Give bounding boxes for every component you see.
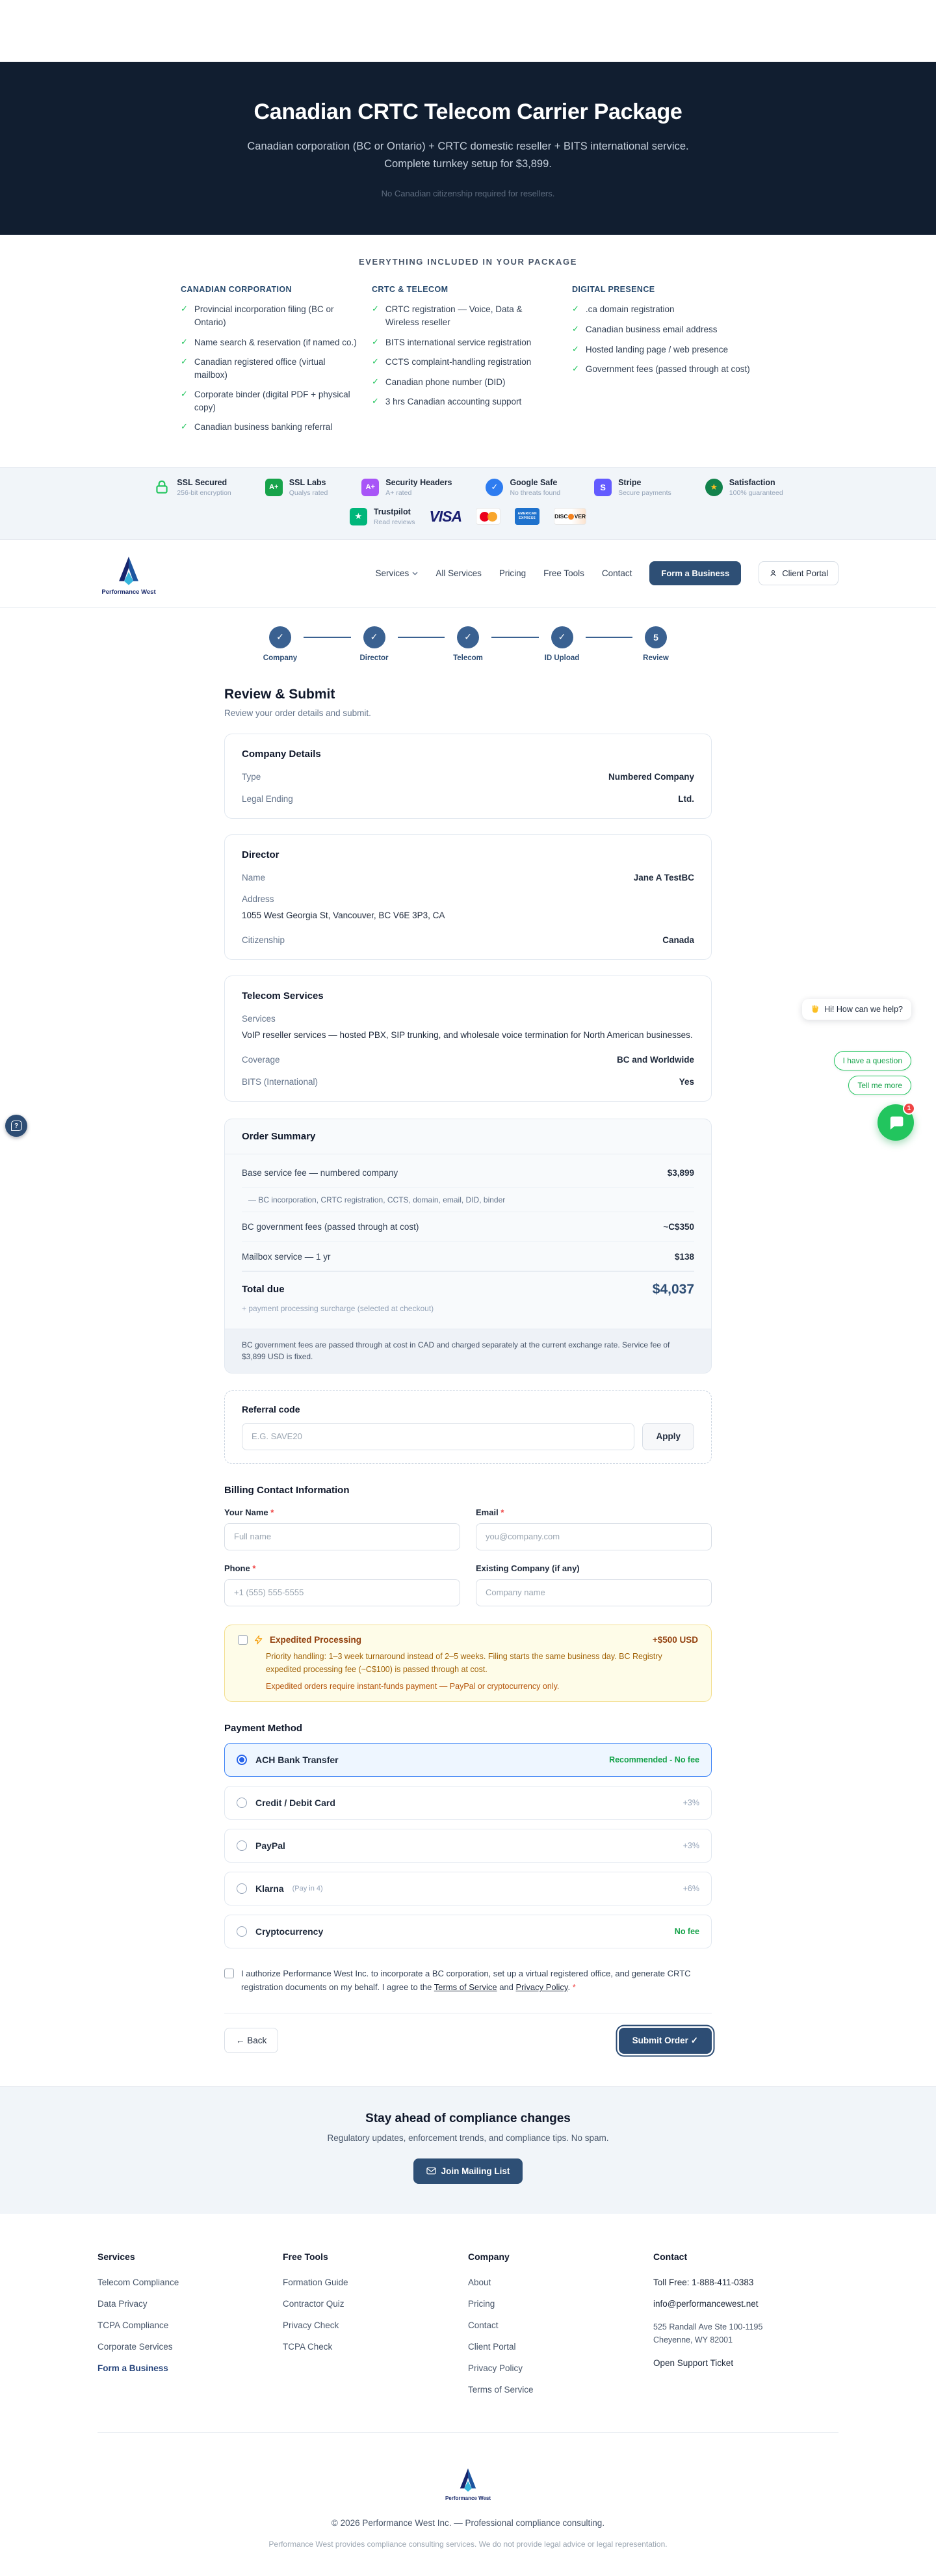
check-icon: ✓ xyxy=(572,343,579,354)
authorization-row xyxy=(224,1967,712,1995)
badge-title: Trustpilot xyxy=(373,507,411,516)
step-label: Company xyxy=(263,654,298,662)
badge-title: Stripe xyxy=(618,477,642,487)
telecom-services-card xyxy=(224,976,712,1102)
list-item-text: .ca domain registration xyxy=(585,304,675,315)
check-icon: ✓ xyxy=(372,396,379,406)
page-subtitle: Review your order details and submit. xyxy=(224,708,371,718)
expedited-processing-box xyxy=(224,1625,712,1702)
payment-label: PayPal xyxy=(255,1840,285,1851)
nav-item-free-tools[interactable] xyxy=(543,568,584,578)
lock-icon xyxy=(153,479,170,496)
mailing-subtitle: Regulatory updates, enforcement trends, and compliance tips. No spam. xyxy=(327,2132,609,2143)
column-title: CANADIAN CORPORATION xyxy=(181,285,292,295)
field-phone xyxy=(224,1563,460,1606)
payment-label: Klarna xyxy=(255,1883,284,1894)
mailing-list-section xyxy=(0,2086,936,2214)
security-headers-icon: A+ xyxy=(361,479,379,496)
step-company[interactable] xyxy=(257,626,304,662)
check-icon: ✓ xyxy=(690,2035,698,2045)
detail-row xyxy=(242,935,694,945)
waving-hand-icon xyxy=(811,1005,820,1014)
nav-item-label: Services xyxy=(375,568,410,579)
nav-item-contact[interactable] xyxy=(602,568,632,578)
row-label: Legal Ending xyxy=(242,793,293,804)
payment-option-ach[interactable] xyxy=(224,1743,712,1777)
total-label: Total due xyxy=(242,1284,285,1295)
order-summary-card xyxy=(224,1119,712,1374)
payment-fee: +3% xyxy=(682,1798,699,1807)
badge-title: SSL Secured xyxy=(177,477,228,487)
badge-title: Security Headers xyxy=(385,477,452,487)
step-director[interactable] xyxy=(351,626,398,662)
badge-security-headers xyxy=(361,478,452,497)
mountain-logo-icon xyxy=(453,2464,483,2494)
referral-code-input[interactable] xyxy=(242,1423,634,1450)
client-portal-label: Client Portal xyxy=(782,568,828,579)
referral-card xyxy=(224,1390,712,1464)
footer-link-data-privacy[interactable]: Data Privacy xyxy=(98,2298,148,2309)
list-item-text: Name search & reservation (if named co.) xyxy=(194,337,357,347)
expedited-title: Expedited Processing xyxy=(270,1634,362,1645)
company-details-card xyxy=(224,734,712,819)
footer-link-corporate-services[interactable]: Corporate Services xyxy=(98,2341,173,2352)
radio-icon[interactable] xyxy=(237,1926,247,1937)
mastercard-logo xyxy=(476,508,500,525)
check-icon: ✓ xyxy=(372,336,379,347)
back-button[interactable]: ← Back xyxy=(224,2028,278,2053)
row-value: Ltd. xyxy=(678,793,694,804)
expedited-description: Priority handling: 1–3 week turnaround instead of 2–5 weeks. Filing starts the same business day. BC Registry expedited processing fee (~C$100) is passed through at cost. xyxy=(266,1651,662,1674)
check-icon: ✓ xyxy=(181,356,188,367)
question-bubble-icon: ? xyxy=(11,1121,22,1131)
trust-badges-row xyxy=(0,478,936,497)
radio-selected-icon[interactable] xyxy=(237,1755,247,1765)
field-existing-company xyxy=(476,1563,712,1606)
discover-o-icon xyxy=(568,514,573,520)
list-item-text: Corporate binder (digital PDF + physical copy) xyxy=(194,390,350,412)
badge-sub: A+ rated xyxy=(385,488,412,497)
top-spacer xyxy=(0,0,936,62)
brand-name: Performance West xyxy=(101,588,156,596)
nav-item-label: Free Tools xyxy=(543,568,584,579)
footer-disclaimer: Performance West provides compliance consulting services. We do not provide legal advice or legal representation. xyxy=(268,2539,668,2549)
name-input[interactable] xyxy=(224,1523,460,1550)
step-label: Review xyxy=(643,654,669,662)
chat-fab-button[interactable] xyxy=(878,1104,914,1141)
list-item-text: Canadian phone number (DID) xyxy=(385,377,506,387)
row-label: BITS (International) xyxy=(242,1076,318,1087)
footer-link-form-a-business[interactable]: Form a Business xyxy=(98,2363,168,2373)
payment-note: (Pay in 4) xyxy=(292,1884,323,1892)
nav-item-label: All Services xyxy=(436,568,482,579)
badge-ssl-labs xyxy=(265,478,328,497)
required-asterisk: * xyxy=(500,1507,504,1517)
list-item-text: Canadian business email address xyxy=(585,325,718,334)
order-row-note: — BC incorporation, CRTC registration, CCTS, domain, email, DID, binder xyxy=(242,1188,694,1212)
check-icon: ✓ xyxy=(572,324,579,334)
payment-fee: +3% xyxy=(682,1840,699,1850)
check-icon: ✓ xyxy=(372,304,379,314)
help-fab-button[interactable] xyxy=(5,1115,27,1137)
footer-divider xyxy=(98,2432,838,2433)
arrow-left-icon: ← xyxy=(236,2036,245,2046)
badge-sub: 256-bit encryption xyxy=(177,488,231,497)
row-value: Numbered Company xyxy=(608,771,694,782)
included-column-telecom xyxy=(372,285,558,441)
row-label: Type xyxy=(242,771,261,782)
authorization-text: I authorize Performance West Inc. to incorporate a BC corporation, set up a virtual registered office, and generate CRTC registration documents on my behalf. I agree to the Terms of Service and Privacy Policy. * xyxy=(241,1968,691,1993)
row-label: Citizenship xyxy=(242,935,285,945)
check-icon: ✓ xyxy=(181,336,188,347)
list-item-text: BITS international service registration xyxy=(385,337,532,347)
order-row xyxy=(242,1212,694,1242)
row-value: BC and Worldwide xyxy=(616,1054,694,1065)
address-value: 1055 West Georgia St, Vancouver, BC V6E 3P3, CA xyxy=(242,910,445,920)
list-item-text: Provincial incorporation filing (BC or Ontario) xyxy=(194,304,334,327)
column-title: DIGITAL PRESENCE xyxy=(572,285,655,295)
step-check-icon[interactable]: ✓ xyxy=(457,626,479,648)
director-card xyxy=(224,834,712,960)
brand-name: Performance West xyxy=(445,2495,491,2501)
footer-column-contact xyxy=(653,2251,838,2406)
footer-link-tcpa-compliance[interactable]: TCPA Compliance xyxy=(98,2320,169,2330)
list-item xyxy=(572,323,760,336)
nav-item-label: Pricing xyxy=(499,568,526,579)
payment-option-card[interactable] xyxy=(224,1786,712,1820)
row-label: Services xyxy=(242,1013,276,1024)
order-footnote: BC government fees are passed through at cost in CAD and charged separately at the current exchange rate. Service fee of $3,899 USD is fixed. xyxy=(225,1329,711,1373)
mailing-title: Stay ahead of compliance changes xyxy=(365,2111,571,2125)
list-item xyxy=(572,343,760,356)
check-icon: ✓ xyxy=(181,389,188,399)
order-row-label: BC government fees (passed through at cost) xyxy=(242,1221,419,1232)
check-icon: ✓ xyxy=(181,304,188,314)
chat-greeting-text: Hi! How can we help? xyxy=(824,1005,903,1014)
list-item xyxy=(372,303,558,328)
detail-row xyxy=(242,1077,694,1087)
discover-logo xyxy=(554,508,586,525)
included-column-digital xyxy=(572,285,760,441)
form-a-business-button[interactable]: Form a Business xyxy=(649,561,741,585)
billing-section xyxy=(224,1485,712,1606)
step-connector xyxy=(491,637,539,638)
chat-quick-reply-question[interactable]: I have a question xyxy=(834,1051,911,1070)
step-check-icon[interactable]: ✓ xyxy=(551,626,573,648)
list-item-text: 3 hrs Canadian accounting support xyxy=(385,397,522,407)
billing-title: Billing Contact Information xyxy=(224,1484,350,1496)
step-connector xyxy=(304,637,351,638)
footer-link-pricing[interactable]: Pricing xyxy=(468,2298,495,2309)
payment-method-section xyxy=(224,1723,712,1948)
footer-column-free-tools xyxy=(283,2251,468,2406)
list-item xyxy=(572,363,760,376)
list-item xyxy=(181,356,358,381)
hero-note: No Canadian citizenship required for resellers. xyxy=(381,189,555,199)
detail-row xyxy=(242,873,694,883)
client-portal-button[interactable] xyxy=(759,561,838,585)
company-name-input[interactable] xyxy=(476,1579,712,1606)
payment-fee: No fee xyxy=(674,1926,699,1936)
order-row-value: $138 xyxy=(674,1251,694,1262)
payment-option-klarna[interactable] xyxy=(224,1872,712,1905)
footer-phone[interactable]: Toll Free: 1-888-411-0383 xyxy=(653,2277,754,2287)
trustpilot-star-icon: ★ xyxy=(350,508,367,525)
included-section xyxy=(0,235,936,467)
footer-link-contact[interactable]: Contact xyxy=(468,2320,499,2330)
expedited-checkbox[interactable] xyxy=(238,1635,248,1645)
ssl-labs-icon: A+ xyxy=(265,479,283,496)
amex-text: EXPRESS xyxy=(519,516,536,521)
order-summary-title: Order Summary xyxy=(225,1119,711,1154)
check-icon: ✓ xyxy=(181,421,188,432)
detail-row xyxy=(242,772,694,782)
payment-label: ACH Bank Transfer xyxy=(255,1754,339,1765)
radio-icon[interactable] xyxy=(237,1840,247,1851)
list-item xyxy=(181,336,358,349)
badge-sub: No threats found xyxy=(510,488,561,497)
row-label: Name xyxy=(242,872,266,883)
step-check-icon[interactable]: ✓ xyxy=(269,626,291,648)
footer-link-privacy-check[interactable]: Privacy Check xyxy=(283,2320,339,2330)
step-id-upload[interactable] xyxy=(539,626,586,662)
step-review[interactable] xyxy=(632,626,679,662)
check-icon: ✓ xyxy=(572,364,579,374)
step-number[interactable]: 5 xyxy=(645,626,667,648)
required-asterisk: * xyxy=(252,1563,256,1573)
badge-sub: Secure payments xyxy=(618,488,671,497)
field-your-name xyxy=(224,1507,460,1550)
step-telecom[interactable] xyxy=(445,626,491,662)
person-icon xyxy=(769,569,777,578)
payment-fee: Recommended - No fee xyxy=(609,1755,699,1764)
badge-satisfaction xyxy=(705,478,783,497)
card-title: Telecom Services xyxy=(242,990,324,1002)
step-connector xyxy=(586,637,633,638)
check-icon: ✓ xyxy=(372,376,379,386)
row-value: Yes xyxy=(679,1076,694,1087)
email-input[interactable] xyxy=(476,1523,712,1550)
field-label: Phone * xyxy=(224,1563,256,1573)
row-value: Canada xyxy=(662,935,694,945)
order-row xyxy=(242,1158,694,1188)
chat-quick-reply-more[interactable]: Tell me more xyxy=(848,1076,911,1095)
join-mailing-label: Join Mailing List xyxy=(441,2166,510,2176)
progress-steps xyxy=(257,626,679,662)
footer-link-contractor-quiz[interactable]: Contractor Quiz xyxy=(283,2298,344,2309)
radio-icon[interactable] xyxy=(237,1883,247,1894)
badge-title: SSL Labs xyxy=(289,477,326,487)
unread-badge: 1 xyxy=(903,1102,915,1115)
footer-support-ticket-link[interactable]: Open Support Ticket xyxy=(653,2357,734,2368)
footer-link-about[interactable]: About xyxy=(468,2277,491,2287)
included-grid xyxy=(181,285,755,441)
payment-option-paypal[interactable] xyxy=(224,1829,712,1863)
discover-text: DISC xyxy=(554,513,568,520)
trust-band xyxy=(0,467,936,540)
total-value: $4,037 xyxy=(652,1281,694,1297)
list-item xyxy=(372,336,558,349)
chat-greeting-bubble[interactable] xyxy=(802,999,911,1020)
detail-row xyxy=(242,894,694,904)
check-icon: ✓ xyxy=(372,356,379,367)
google-safe-icon: ✓ xyxy=(486,479,503,496)
authorize-checkbox[interactable] xyxy=(224,1969,234,1978)
detail-row xyxy=(242,794,694,804)
order-row-label: Base service fee — numbered company xyxy=(242,1167,398,1178)
card-title: Company Details xyxy=(242,748,321,760)
payment-logos-row xyxy=(0,507,936,526)
footer-email[interactable]: info@performancewest.net xyxy=(653,2298,759,2309)
order-total-row xyxy=(242,1271,694,1300)
submit-order-button[interactable]: Submit Order ✓ xyxy=(619,2028,712,2054)
card-title: Director xyxy=(242,849,280,860)
detail-row xyxy=(242,1055,694,1065)
amex-logo xyxy=(515,508,540,525)
list-item xyxy=(181,388,358,414)
field-label: Existing Company (if any) xyxy=(476,1563,580,1573)
field-label: Email * xyxy=(476,1507,504,1517)
badge-google-safe xyxy=(486,478,560,497)
brand-logo[interactable] xyxy=(98,551,160,596)
footer-link-formation-guide[interactable]: Formation Guide xyxy=(283,2277,348,2287)
chat-bubble-icon xyxy=(887,1114,904,1131)
footer-heading: Company xyxy=(468,2251,510,2262)
footer-link-tcpa-check[interactable]: TCPA Check xyxy=(283,2341,333,2352)
star-icon: ★ xyxy=(705,479,723,496)
list-item xyxy=(372,395,558,408)
detail-row xyxy=(242,1014,694,1024)
hero-section xyxy=(0,62,936,235)
required-asterisk: * xyxy=(572,1982,576,1993)
column-title: CRTC & TELECOM xyxy=(372,285,448,295)
discover-text: VER xyxy=(574,513,586,520)
radio-icon[interactable] xyxy=(237,1798,247,1808)
form-actions xyxy=(224,2028,712,2054)
list-item xyxy=(181,421,358,434)
surcharge-note: + payment processing surcharge (selected at checkout) xyxy=(242,1303,434,1313)
badge-sub: 100% guaranteed xyxy=(729,488,783,497)
payment-label: Cryptocurrency xyxy=(255,1926,324,1937)
footer-column-services xyxy=(98,2251,283,2406)
nav-item-all-services[interactable] xyxy=(436,568,482,578)
list-item-text: Government fees (passed through at cost) xyxy=(585,364,750,375)
footer-address: 525 Randall Ave Ste 100-1195 Cheyenne, WY 82001 xyxy=(653,2322,763,2344)
privacy-policy-link[interactable]: Privacy Policy xyxy=(515,1982,568,1993)
list-item xyxy=(181,303,358,328)
hero-title: Canadian CRTC Telecom Carrier Package xyxy=(254,100,682,124)
referral-label: Referral code xyxy=(242,1403,300,1414)
terms-of-service-link[interactable]: Terms of Service xyxy=(434,1982,497,1993)
row-label: Coverage xyxy=(242,1054,280,1065)
list-item xyxy=(372,376,558,389)
payment-label: Credit / Debit Card xyxy=(255,1797,335,1808)
badge-trustpilot[interactable] xyxy=(350,507,415,526)
footer-link-telecom-compliance[interactable]: Telecom Compliance xyxy=(98,2277,179,2287)
list-item xyxy=(572,303,760,316)
badge-sub: Qualys rated xyxy=(289,488,328,497)
badge-stripe xyxy=(594,478,671,497)
included-heading: EVERYTHING INCLUDED IN YOUR PACKAGE xyxy=(358,257,577,267)
badge-sub: Read reviews xyxy=(373,518,415,526)
services-value: VoIP reseller services — hosted PBX, SIP trunking, and wholesale voice termination for North American businesses. xyxy=(242,1029,693,1040)
list-item-text: CRTC registration — Voice, Data & Wireless reseller xyxy=(385,304,523,327)
footer-heading: Contact xyxy=(653,2251,688,2262)
join-mailing-list-button[interactable] xyxy=(413,2158,523,2184)
step-connector xyxy=(398,637,445,638)
expedited-note: Expedited orders require instant-funds payment — PayPal or cryptocurrency only. xyxy=(266,1681,560,1691)
amex-text: AMERICAN xyxy=(517,511,537,516)
badge-title: Google Safe xyxy=(510,477,558,487)
footer xyxy=(0,2214,936,2576)
footer-link-terms-of-service[interactable]: Terms of Service xyxy=(468,2384,534,2395)
page-title: Review & Submit xyxy=(224,686,335,702)
stripe-icon: S xyxy=(594,479,612,496)
step-label: Director xyxy=(359,654,389,662)
list-item-text: Hosted landing page / web presence xyxy=(585,344,729,354)
footer-heading: Free Tools xyxy=(283,2251,328,2262)
field-label: Your Name * xyxy=(224,1507,274,1517)
chevron-down-icon xyxy=(412,572,418,576)
badge-title: Satisfaction xyxy=(729,477,775,487)
main-content xyxy=(224,608,712,2086)
hero-subtitle: Canadian corporation (BC or Ontario) + CRTC domestic reseller + BITS international service. Complete turnkey setup for $3,899. xyxy=(247,140,689,170)
nav-item-pricing[interactable] xyxy=(499,568,526,578)
footer-brand xyxy=(0,2464,936,2501)
included-column-corporation xyxy=(181,285,358,441)
mountain-logo-icon xyxy=(110,551,147,588)
expedited-price: +$500 USD xyxy=(652,1634,698,1645)
lightning-bolt-icon xyxy=(254,1635,263,1645)
nav-item-label: Contact xyxy=(601,568,632,579)
payment-option-crypto[interactable] xyxy=(224,1915,712,1948)
footer-heading: Services xyxy=(98,2251,135,2262)
step-label: ID Upload xyxy=(544,654,580,662)
visa-logo: VISA xyxy=(429,507,462,525)
apply-button[interactable]: Apply xyxy=(642,1423,694,1450)
list-item-text: Canadian business banking referral xyxy=(194,422,333,432)
envelope-icon xyxy=(426,2167,436,2175)
check-icon: ✓ xyxy=(572,304,579,314)
step-check-icon[interactable]: ✓ xyxy=(363,626,385,648)
order-row-value: $3,899 xyxy=(667,1167,694,1178)
required-asterisk: * xyxy=(270,1507,274,1517)
payment-title: Payment Method xyxy=(224,1722,303,1734)
footer-column-company xyxy=(468,2251,653,2406)
list-item-text: CCTS complaint-handling registration xyxy=(385,357,532,367)
footer-link-privacy-policy[interactable]: Privacy Policy xyxy=(468,2363,523,2373)
order-row-value: ~C$350 xyxy=(663,1221,694,1232)
payment-fee: +6% xyxy=(682,1883,699,1893)
badge-ssl-secured xyxy=(153,478,231,497)
navbar xyxy=(0,540,936,608)
row-label: Address xyxy=(242,894,274,904)
field-email xyxy=(476,1507,712,1550)
order-row-label: Mailbox service — 1 yr xyxy=(242,1251,331,1262)
list-item-text: Canadian registered office (virtual mailbox) xyxy=(194,357,326,380)
step-label: Telecom xyxy=(453,654,483,662)
nav-item-services[interactable] xyxy=(376,568,419,578)
footer-copyright: © 2026 Performance West Inc. — Professional compliance consulting. xyxy=(331,2517,605,2528)
phone-input[interactable] xyxy=(224,1579,460,1606)
row-value: Jane A TestBC xyxy=(633,872,694,883)
list-item xyxy=(372,356,558,369)
order-row xyxy=(242,1242,694,1271)
footer-link-client-portal[interactable]: Client Portal xyxy=(468,2341,516,2352)
